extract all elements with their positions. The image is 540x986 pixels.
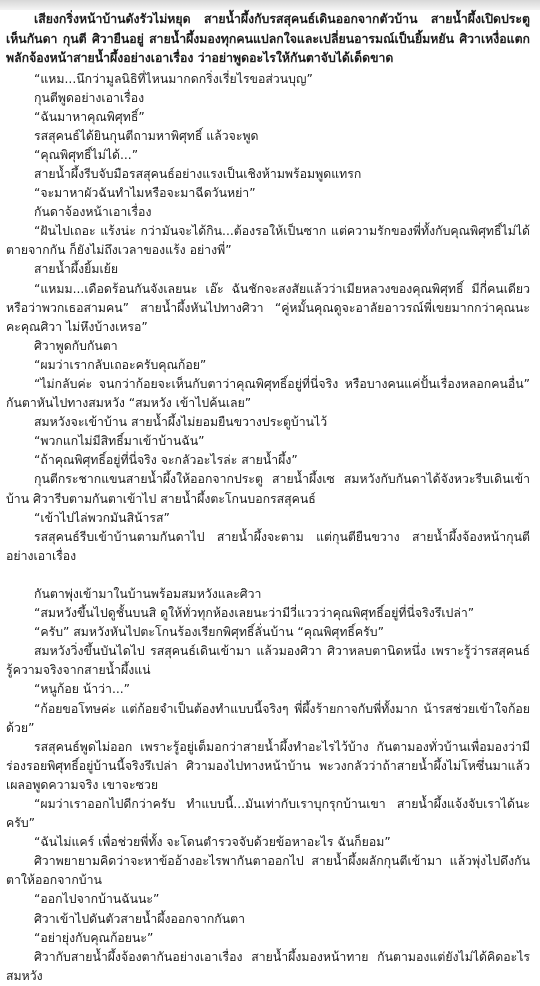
paragraph: “ก้อยขอโทษค่ะ แต่ก้อยจำเป็นต้องทำแบบนี้จริงๆ พี่ผึ้งร้ายกาจกับพี่ทั้งมาก น้ารสช่วยเข้าใจก้อยด้วย” bbox=[6, 701, 530, 735]
paragraph: สมหวังจะเข้าบ้าน สายน้ำผึ้งไม่ยอมยืนขวางประตูบ้านไว้ bbox=[34, 415, 328, 430]
paragraph: ศิวาพยายามคิดว่าจะหาข้ออ้างอะไรพากันตาออกไป สายน้ำผึ้งผลักกุนตีเข้ามา แล้วพุ่งไปดึงกันตาให้ออกจากบ้าน bbox=[6, 854, 530, 888]
paragraph: “หนูก้อย น้าว่า...” bbox=[34, 682, 131, 697]
paragraph: สายน้ำผึ้งรีบจับมือรสสุคนธ์อย่างแรงเป็นเชิงห้ามพร้อมพูดแทรก bbox=[34, 166, 362, 181]
paragraph: “ผมว่าเราออกไปดีกว่าครับ ทำแบบนี้...มันเท่ากับเราบุกรุกบ้านเขา สายน้ำผึ้งแจ้งจับเราได้นะครับ” bbox=[6, 796, 530, 831]
paragraph: รสสุคนธ์พูดไม่ออก เพราะรู้อยู่เต็มอกว่าสายน้ำผึ้งทำอะไรไว้บ้าง กันตามองทั่วบ้านเพื่อมองว่ามีร่องรอยพิศุทธิ์อยู่บ้านนี้จริงรึเปล่า ศิวามองไปทางหน้าบ้าน พะวงกลัวว่าถ้าสายน้ำผึ้งไม่โหซึ่นมาแล้วเผลอพูดความจริง เขาจะซวย bbox=[6, 739, 530, 792]
paragraph: “ผมว่าเรากลับเถอะครับคุณก้อย” bbox=[34, 357, 207, 372]
scene-intro: เสียงกริ่งหน้าบ้านดังรัวไม่หยุด สายน้ำผึ้งกับรสสุคนธ์เดินออกจากตัวบ้าน สายน้ำผึ้งเปิดประตูเห็นกันดา กุนตี ศิวายืนอยู่ สายน้ำผึ้งมองทุกคนแปลกใจและเปลี่ยนอารมณ์เป็นยิ้มหยัน ศิวาเหงื่อแตกพลักจ้องหน้าสายน้ำผึ้งอย่างเอาเรื่อง ว่าอย่าพูดอะไรให้กันตาจับได้เด็ดขาด bbox=[6, 12, 530, 65]
section-gap bbox=[6, 566, 530, 585]
paragraph: “ฉันมาหาคุณพิศุทธิ์” bbox=[34, 109, 145, 124]
paragraph: สายน้ำผึ้งยิ้มเย้ย bbox=[34, 262, 119, 277]
paragraph: รสสุคนธ์รีบเข้าบ้านตามกันดาไป สายน้ำผึ้งจะตาม แต่กุนตียืนขวาง สายน้ำผึ้งจ้องหน้ากุนตีอย่างเอาเรื่อง bbox=[6, 529, 530, 563]
paragraph: “เข้าไปไล่พวกมันสิน้ารส” bbox=[34, 510, 170, 525]
paragraph: กุนตีพูดอย่างเอาเรื่อง bbox=[34, 90, 145, 105]
paragraph: “แหม...นึกว่ามูลนิธิที่ไหนมากดกริ่งเรี่ยไรขอส่วนบุญ” bbox=[34, 71, 313, 86]
paragraph: “สมหวังขึ้นไปดูชั้นบนสิ ดูให้ทั่วทุกห้องเลยนะว่ามีวี่แววว่าคุณพิศุทธิ์อยู่ที่นี่จริงรึเปล่า” bbox=[34, 606, 475, 621]
paragraph: กุนตีกระชากแขนสายน้ำผึ้งให้ออกจากประตู สายน้ำผึ้งเซ สมหวังกับกันดาได้จังหวะรีบเดินเข้าบ้าน ศิวารีบตามกันตาเข้าไป สายน้ำผึ้งตะโกนบอกรสสุคนธ์ bbox=[6, 472, 530, 506]
paragraph: กันตาพุ่งเข้ามาในบ้านพร้อมสมหวังและศิวา bbox=[34, 586, 262, 601]
story-page bbox=[0, 10, 540, 986]
paragraph-group-b bbox=[6, 585, 530, 986]
paragraph: ศิวากับสายน้ำผึ้งจ้องตากันอย่างเอาเรื่อง สายน้ำผึ้งมองหน้าทาย กันตามองแต่ยังไม่ได้คิดอะไร สมหวัง bbox=[6, 949, 530, 983]
paragraph: ศิวาพูดกับกันตา bbox=[34, 338, 118, 353]
paragraph: “คุณพิศุทธิ์ไม่ได้...” bbox=[34, 147, 139, 162]
paragraph: “ฝันไปเถอะ แร้งน่ะ กว่ามันจะได้กิน...ต้องรอให้เป็นซาก แต่ความรักของพี่ทั้งกับคุณพิศุทธิ์ไม่ได้ตายจากกัน ก็ยังไม่ถึงเวลาของแร้ง อย่างพี่” bbox=[6, 224, 530, 258]
top-edge-bar bbox=[0, 0, 540, 10]
paragraph: รสสุคนธ์ได้ยินกุนตีถามหาพิศุทธิ์ แล้วจะพูด bbox=[34, 128, 259, 143]
paragraph: “ครับ” สมหวังหันไปตะโกนร้องเรียกพิศุทธิ์ลั่นบ้าน “คุณพิศุทธิ์ครับ” bbox=[34, 625, 384, 640]
paragraph-group-a bbox=[6, 70, 530, 566]
paragraph: “อย่ายุ่งกับคุณก้อยนะ” bbox=[34, 930, 154, 945]
paragraph: “ไม่กลับค่ะ จนกว่าก้อยจะเห็นกับตาว่าคุณพิศุทธิ์อยู่ที่นี่จริง หรือบางคนแค่ปั้นเรื่องหลอกคนอื่น” กันตาหันไปทางสมหวัง “สมหวัง เข้าไปค้นเลย” bbox=[6, 377, 530, 411]
paragraph: กันดาจ้องหน้าเอาเรื่อง bbox=[34, 205, 152, 220]
paragraph: “พวกแกไม่มีสิทธิ์มาเข้าบ้านฉัน” bbox=[34, 434, 205, 449]
paragraph: “จะมาหาผัวฉันทำไมหรือจะมาฉีดวันหย่า” bbox=[34, 186, 256, 201]
paragraph: “ฉันไม่แคร์ เพื่อช่วยพี่ทั้ง จะโดนตำรวจจับด้วยข้อหาอะไร ฉันก็ยอม” bbox=[34, 835, 391, 850]
paragraph: ศิวาเข้าไปดันตัวสายน้ำผึ้งออกจากกันตา bbox=[34, 911, 246, 926]
paragraph: “ถ้าคุณพิศุทธิ์อยู่ที่นี่จริง จะกลัวอะไรล่ะ สายน้ำผึ้ง” bbox=[34, 453, 298, 468]
paragraph: “ออกไปจากบ้านฉันนะ” bbox=[34, 892, 160, 907]
paragraph: สมหวังวิ่งขึ้นบันไดไป รสสุคนธ์เดินเข้ามา แล้วมองศิวา ศิวาหลบตานิดหนึ่ง เพราะรู้ว่ารสสุคนธ์รู้ความจริงจากสายน้ำผึ้งแน่ bbox=[6, 644, 530, 678]
paragraph: “แหมม...เดือดร้อนกันจังเลยนะ เอ๊ะ ฉันชักจะสงสัยแล้วว่าเมียหลวงของคุณพิศุทธิ์ มีกี่คนเดียวหรือว่าพวกเธอสามคน” สายน้ำผึ้งหันไปทางศิวา “คู่หมั้นคุณดูจะอาลัยอาวรณ์พี่เขยมากกว่าคุณนะคะคุณศิวา ไม่หึงบ้างเหรอ” bbox=[6, 281, 530, 334]
